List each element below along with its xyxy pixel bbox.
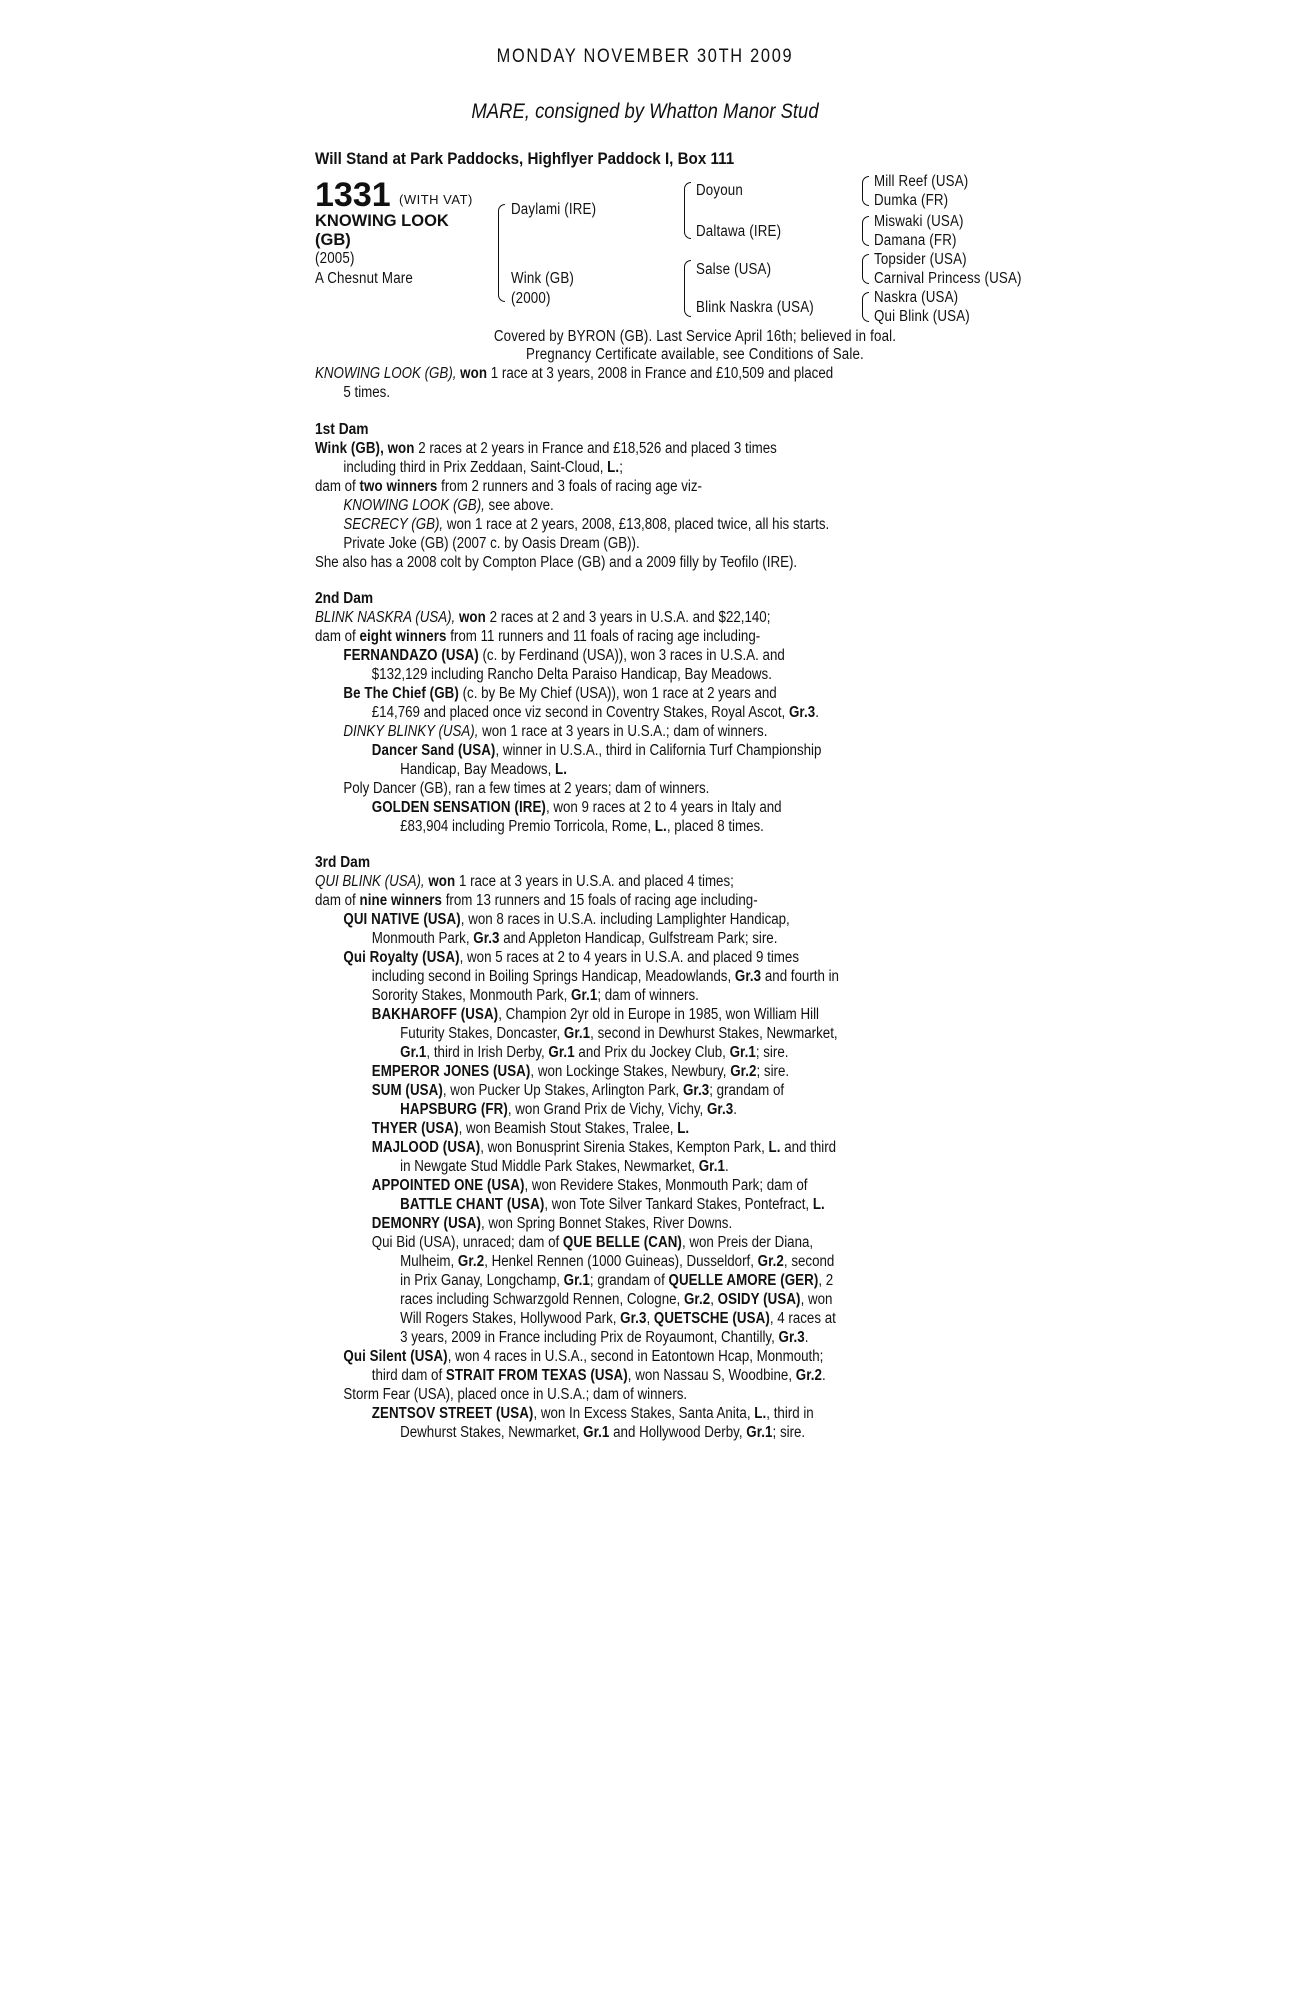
text-run: GOLDEN SENSATION (IRE) <box>371 799 546 816</box>
horse-name-line2: (GB) <box>315 231 351 249</box>
text-run: ; sire. <box>755 1044 789 1061</box>
text-run: FERNANDAZO (USA) <box>343 647 479 664</box>
text-line <box>315 1214 934 1233</box>
pedigree-brace-3c <box>862 254 869 284</box>
third-dam-section <box>315 853 1035 1442</box>
text-line <box>315 910 934 929</box>
text-line <box>315 986 934 1005</box>
text-run: and Prix du Jockey Club, <box>578 1044 726 1061</box>
text-run: , <box>710 1291 714 1308</box>
pedigree-g1: Mill Reef (USA) <box>874 173 969 190</box>
text-run: including third in Prix Zeddaan, Saint-Cloud, <box>343 459 604 476</box>
text-run: Gr.2 <box>757 1253 784 1270</box>
pedigree-g2: Dumka (FR) <box>874 192 949 209</box>
text-run: ; sire. <box>772 1424 806 1441</box>
text-line <box>315 1157 934 1176</box>
text-run: and Hollywood Derby, <box>613 1424 743 1441</box>
text-run: won 1 race at 3 years in U.S.A.; dam of winners. <box>482 723 768 740</box>
pedigree-g8: Qui Blink (USA) <box>874 308 970 325</box>
pedigree-brace-3a <box>862 176 869 206</box>
text-run: won <box>428 873 456 890</box>
section-heading: 2nd Dam <box>315 590 374 607</box>
text-run: QUI NATIVE (USA) <box>343 911 461 928</box>
text-line <box>315 496 934 515</box>
text-line <box>315 1233 934 1252</box>
text-line <box>315 1081 934 1100</box>
text-line <box>315 741 934 760</box>
text-run: Poly Dancer (GB), ran a few times at 2 years; dam of winners. <box>343 780 710 797</box>
text-run: , 4 races at <box>769 1310 836 1327</box>
text-line <box>315 1328 934 1347</box>
text-run: , won 9 races at 2 to 4 years in Italy and <box>545 799 782 816</box>
text-run: 1 race at 3 years in U.S.A. and placed 4 times; <box>458 873 734 890</box>
text-run: Gr.3 <box>734 968 762 985</box>
text-run: , won Revidere Stakes, Monmouth Park; dam of <box>524 1177 808 1194</box>
text-run: dam of <box>315 892 356 909</box>
pedigree-g3: Miswaki (USA) <box>874 213 964 230</box>
text-line <box>315 458 934 477</box>
text-run: in Newgate Stud Middle Park Stakes, Newmarket, <box>400 1158 696 1175</box>
first-dam-section <box>315 420 1035 572</box>
text-run: Handicap, Bay Meadows, <box>400 761 552 778</box>
text-run: ZENTSOV STREET (USA) <box>371 1405 534 1422</box>
text-run: and third <box>784 1139 837 1156</box>
text-run: QUELLE AMORE (GER) <box>668 1272 819 1289</box>
pedigree-g4: Damana (FR) <box>874 232 957 249</box>
text-run: , second in Dewhurst Stakes, Newmarket, <box>590 1025 838 1042</box>
text-run: $132,129 including Rancho Delta Paraiso Handicap, Bay Meadows. <box>371 666 772 683</box>
text-run: THYER (USA) <box>371 1120 459 1137</box>
text-run: Be The Chief (GB) <box>343 685 459 702</box>
text-line <box>315 948 934 967</box>
text-run: APPOINTED ONE (USA) <box>371 1177 525 1194</box>
pedigree-g7: Naskra (USA) <box>874 289 959 306</box>
text-run: L. <box>754 1405 767 1422</box>
text-line <box>315 515 934 534</box>
text-line <box>315 1024 934 1043</box>
text-run: 1 race at 3 years, 2008 in France and £10,509 and placed <box>490 365 834 382</box>
text-run: Gr.2 <box>683 1291 711 1308</box>
text-run: , Henkel Rennen (1000 Guineas), Dusseldorf, <box>484 1253 754 1270</box>
text-run: Gr.3 <box>473 930 500 947</box>
text-run: , won Beamish Stout Stakes, Tralee, <box>458 1120 674 1137</box>
text-run: Mulheim, <box>400 1253 455 1270</box>
text-run: , won Lockinge Stakes, Newbury, <box>530 1063 727 1080</box>
text-line <box>315 1043 934 1062</box>
text-line <box>315 477 934 496</box>
text-run: . <box>733 1101 737 1118</box>
pedigree-brace-2b <box>684 260 691 317</box>
section-heading: 1st Dam <box>315 421 369 438</box>
text-run: . <box>822 1367 826 1384</box>
text-run: including second in Boiling Springs Handicap, Meadowlands, <box>371 968 732 985</box>
text-run: Gr.3 <box>778 1329 805 1346</box>
text-run: Gr.1 <box>729 1044 756 1061</box>
text-run: , placed 8 times. <box>666 818 764 835</box>
text-line <box>315 760 934 779</box>
text-run: Gr.1 <box>563 1272 590 1289</box>
horse-summary <box>315 364 1035 402</box>
text-run: (c. by Be My Chief (USA)), won 1 race at 2 years and <box>462 685 777 702</box>
text-run: , won In Excess Stakes, Santa Anita, <box>533 1405 751 1422</box>
text-run: won <box>387 440 415 457</box>
text-line <box>315 1100 934 1119</box>
text-run: Futurity Stakes, Doncaster, <box>400 1025 561 1042</box>
text-run: dam of <box>315 478 356 495</box>
text-run: won 1 race at 2 years, 2008, £13,808, placed twice, all his starts. <box>446 516 830 533</box>
text-run: nine winners <box>359 892 442 909</box>
text-run: L. <box>607 459 620 476</box>
text-run: Gr.3 <box>620 1310 647 1327</box>
pedigree-g6: Carnival Princess (USA) <box>874 270 1022 287</box>
text-run: , winner in U.S.A., third in California Turf Championship <box>495 742 822 759</box>
text-run: Will Rogers Stakes, Hollywood Park, <box>400 1310 617 1327</box>
text-run: £83,904 including Premio Torricola, Rome, <box>400 818 652 835</box>
text-run: ; grandam of <box>709 1082 785 1099</box>
text-line <box>315 608 934 627</box>
pedigree-brace-2a <box>684 182 691 239</box>
stand-location: Will Stand at Park Paddocks, Highflyer Paddock I, Box 111 <box>315 150 735 168</box>
text-run: from 2 runners and 3 foals of racing age viz- <box>441 478 702 495</box>
text-run: , won <box>800 1291 833 1308</box>
text-run: Gr.3 <box>788 704 816 721</box>
text-line <box>315 1366 934 1385</box>
text-run: She also has a 2008 colt by Compton Place (GB) and a 2009 filly by Teofilo (IRE). <box>315 554 798 571</box>
pedigree-brace-1 <box>498 204 505 302</box>
text-run: Dancer Sand (USA) <box>371 742 496 759</box>
horse-description: A Chesnut Mare <box>315 270 413 287</box>
text-run: L. <box>677 1120 690 1137</box>
text-run: , second <box>783 1253 835 1270</box>
text-run: see above. <box>488 497 554 514</box>
text-run: Gr.2 <box>795 1367 823 1384</box>
text-run: Gr.1 <box>571 987 598 1004</box>
text-run: QUETSCHE (USA) <box>653 1310 770 1327</box>
text-run: Gr.1 <box>698 1158 726 1175</box>
text-run: dam of <box>315 628 356 645</box>
vat-note: (WITH VAT) <box>399 192 473 207</box>
text-run: , third in <box>766 1405 814 1422</box>
text-run: Gr.2 <box>730 1063 757 1080</box>
text-line <box>315 872 934 891</box>
text-run: Monmouth Park, <box>371 930 470 947</box>
text-line <box>315 1195 934 1214</box>
text-run: , third in Irish Derby, <box>426 1044 545 1061</box>
text-run: ; <box>619 459 623 476</box>
text-line <box>315 646 934 665</box>
text-run: , won Nassau S, Woodbine, <box>627 1367 793 1384</box>
text-line <box>315 929 934 948</box>
pedigree-sire-dam: Daltawa (IRE) <box>696 223 782 240</box>
text-run: Qui Silent (USA) <box>343 1348 448 1365</box>
text-run: , 2 <box>818 1272 834 1289</box>
text-run: two winners <box>359 478 438 495</box>
text-run: races including Schwarzgold Rennen, Cologne, <box>400 1291 681 1308</box>
text-line <box>315 1005 934 1024</box>
text-run: , Champion 2yr old in Europe in 1985, won William Hill <box>498 1006 820 1023</box>
text-run: Gr.1 <box>548 1044 575 1061</box>
pedigree-brace-3d <box>862 292 869 322</box>
text-run: Sorority Stakes, Monmouth Park, <box>371 987 568 1004</box>
text-line <box>315 1062 934 1081</box>
text-line <box>315 1404 934 1423</box>
text-run: STRAIT FROM TEXAS (USA) <box>445 1367 628 1384</box>
text-run: Storm Fear (USA), placed once in U.S.A.; dam of winners. <box>343 1386 688 1403</box>
text-run: Gr.3 <box>706 1101 734 1118</box>
text-run: Qui Royalty (USA) <box>343 949 460 966</box>
text-line <box>315 722 934 741</box>
text-run: Gr.3 <box>682 1082 710 1099</box>
text-run: Private Joke (GB) (2007 c. by Oasis Dream (GB)). <box>343 535 640 552</box>
text-run: , won Grand Prix de Vichy, Vichy, <box>507 1101 704 1118</box>
text-run: 5 times. <box>343 384 391 401</box>
second-dam-section <box>315 589 1035 836</box>
text-run: £14,769 and placed once viz second in Coventry Stakes, Royal Ascot, <box>371 704 786 721</box>
text-line <box>315 817 934 836</box>
text-run: QUI BLINK (USA), <box>315 873 425 890</box>
sale-date: MONDAY NOVEMBER 30TH 2009 <box>496 46 794 67</box>
text-line <box>315 1347 934 1366</box>
text-run: EMPEROR JONES (USA) <box>371 1063 531 1080</box>
text-run: . <box>804 1329 809 1346</box>
text-run: , won Preis der Diana, <box>681 1234 814 1251</box>
text-line <box>315 967 934 986</box>
text-run: and fourth in <box>764 968 839 985</box>
text-run: , won 8 races in U.S.A. including Lamplighter Handicap, <box>460 911 790 928</box>
text-line <box>315 1309 934 1328</box>
pedigree-dam-dam: Blink Naskra (USA) <box>696 299 814 316</box>
text-run: 2 races at 2 years in France and £18,526 and placed 3 times <box>418 440 777 457</box>
text-run: ; dam of winners. <box>597 987 699 1004</box>
text-line <box>315 1252 934 1271</box>
text-run: , won Spring Bonnet Stakes, River Downs. <box>481 1215 733 1232</box>
text-run: Gr.2 <box>457 1253 485 1270</box>
foaling-year: (2005) <box>315 250 355 267</box>
text-run: ; grandam of <box>589 1272 665 1289</box>
pedigree-dam: Wink (GB) <box>511 270 575 287</box>
text-run: Gr.1 <box>583 1424 610 1441</box>
text-run: , won 4 races in U.S.A., second in Eatontown Hcap, Monmouth; <box>447 1348 824 1365</box>
text-run: KNOWING LOOK (GB), <box>315 365 457 382</box>
text-run: Gr.1 <box>746 1424 773 1441</box>
text-run: QUE BELLE (CAN) <box>562 1234 682 1251</box>
text-run: , won Bonusprint Sirenia Stakes, Kempton Park, <box>480 1139 765 1156</box>
text-line <box>315 364 934 383</box>
text-run: . <box>725 1158 729 1175</box>
text-run: , won 5 races at 2 to 4 years in U.S.A. and placed 9 times <box>459 949 799 966</box>
text-run: MAJLOOD (USA) <box>371 1139 481 1156</box>
pedigree-g5: Topsider (USA) <box>874 251 967 268</box>
text-run: Qui Bid (USA), unraced; dam of <box>371 1234 560 1251</box>
text-run: BATTLE CHANT (USA) <box>400 1196 545 1213</box>
pregnancy-note: Pregnancy Certificate available, see Conditions of Sale. <box>526 346 864 363</box>
text-run: . <box>815 704 819 721</box>
text-run: KNOWING LOOK (GB), <box>343 497 485 514</box>
text-run: BAKHAROFF (USA) <box>371 1006 499 1023</box>
text-run: DINKY BLINKY (USA), <box>343 723 479 740</box>
text-line <box>315 1119 934 1138</box>
text-run: ; sire. <box>756 1063 790 1080</box>
text-run: HAPSBURG (FR) <box>400 1101 508 1118</box>
text-run: , <box>646 1310 651 1327</box>
pedigree-brace-3b <box>862 216 869 246</box>
text-run: won <box>460 365 488 382</box>
text-run: 3 years, 2009 in France including Prix de Royaumont, Chantilly, <box>400 1329 775 1346</box>
text-line <box>315 684 934 703</box>
text-line <box>315 703 934 722</box>
text-run: Gr.1 <box>400 1044 427 1061</box>
text-line <box>315 627 934 646</box>
text-run: 2 races at 2 and 3 years in U.S.A. and $22,140; <box>489 609 771 626</box>
text-run: Wink (GB), <box>315 440 384 457</box>
text-run: SUM (USA) <box>371 1082 443 1099</box>
text-run: in Prix Ganay, Longchamp, <box>400 1272 560 1289</box>
text-run: L. <box>654 818 667 835</box>
pedigree-sire: Daylami (IRE) <box>511 201 597 218</box>
section-heading: 3rd Dam <box>315 854 371 871</box>
text-run: DEMONRY (USA) <box>371 1215 482 1232</box>
text-run: from 13 runners and 15 foals of racing age including- <box>445 892 758 909</box>
lot-number: 1331 <box>315 176 391 214</box>
text-line <box>315 439 934 458</box>
text-run: Dewhurst Stakes, Newmarket, <box>400 1424 580 1441</box>
pedigree-dam-sire: Salse (USA) <box>696 261 772 278</box>
text-run: from 11 runners and 11 foals of racing age including- <box>450 628 761 645</box>
text-run: Gr.1 <box>563 1025 591 1042</box>
pedigree-dam-year: (2000) <box>511 290 551 307</box>
text-run: L. <box>768 1139 781 1156</box>
text-line <box>315 1271 934 1290</box>
text-run: L. <box>812 1196 825 1213</box>
text-line <box>315 1290 934 1309</box>
text-line <box>315 798 934 817</box>
text-run: BLINK NASKRA (USA), <box>315 609 456 626</box>
consignment-line: MARE, consigned by Whatton Manor Stud <box>471 100 819 123</box>
text-run: OSIDY (USA) <box>717 1291 801 1308</box>
text-run: SECRECY (GB), <box>343 516 444 533</box>
text-line <box>315 1176 934 1195</box>
horse-name <box>315 212 449 250</box>
text-run: , won Pucker Up Stakes, Arlington Park, <box>442 1082 680 1099</box>
text-run: , won Tote Silver Tankard Stakes, Pontefract, <box>544 1196 810 1213</box>
text-line <box>315 891 934 910</box>
text-run: (c. by Ferdinand (USA)), won 3 races in U.S.A. and <box>482 647 785 664</box>
horse-name-line1: KNOWING LOOK <box>315 212 449 230</box>
text-run: and Appleton Handicap, Gulfstream Park; sire. <box>503 930 778 947</box>
text-run: eight winners <box>359 628 447 645</box>
text-line <box>315 1423 934 1442</box>
covered-note: Covered by BYRON (GB). Last Service April 16th; believed in foal. <box>493 328 897 345</box>
text-run: L. <box>555 761 568 778</box>
text-run: third dam of <box>371 1367 443 1384</box>
text-line <box>315 1138 934 1157</box>
text-run: won <box>458 609 486 626</box>
pedigree-sire-sire: Doyoun <box>696 182 743 199</box>
